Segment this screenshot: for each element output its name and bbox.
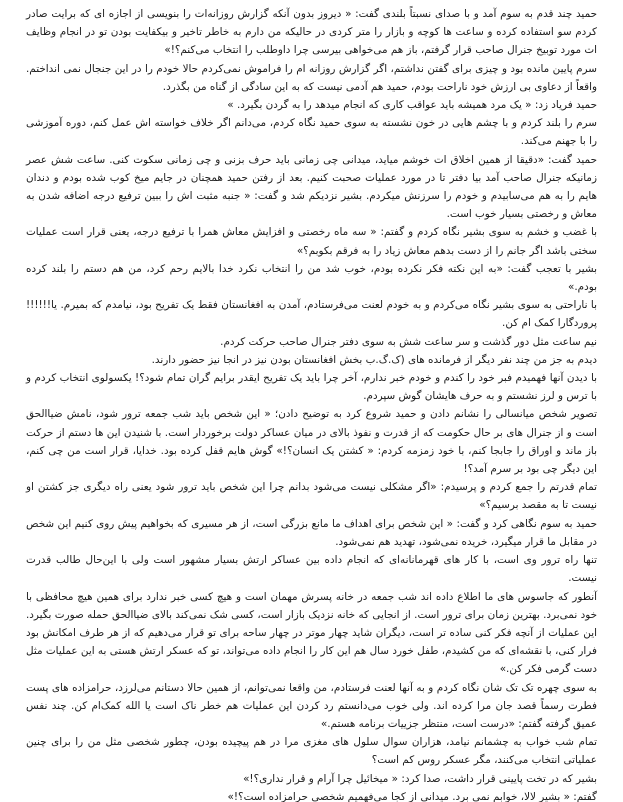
paragraph: بشیر با تعجب گفت: «به این نکته فکر نکرده بودم، خوب شد من را انتخاب نکرد خدا بالایم رحم کرد، من هم دستم را بلند کرده بودم.» (26, 262, 597, 294)
paragraph: تنها راه ترور وی است، با کار های قهرمانانه‌ای که انجام داده بین عساکر ارتش بسیار مشهور است ولی با این‌حال طالب قدرت نیست. (26, 554, 597, 585)
paragraph: حمید فریاد زد: « یک مرد همیشه باید عواقب کاری که انجام میدهد را به گردن بگیرد. » (227, 99, 597, 112)
paragraph: سرم پایین مانده بود و چیزی برای گفتن نداشتم، اگر گزارش روزانه ام را فراموش نمی‌کردم حالا خودم را در این جنجال نمی انداختم. واقعاً از دعاوی بی ارزش خود ناراحت بودم، حمید هم آدمی نیست که به این سادگی از گناه من بگذرد. (26, 62, 597, 93)
paragraph: سرم را بلند کردم و با چشم هایی در خون نشسته به سوی حمید نگاه کردم، می‌دانم اگر خلاف خواسته اش عمل کنم، دوره آموزشی را با جهنم می‌کند. (26, 117, 597, 148)
paragraph: به سوی چهره تک تک شان نگاه کردم و به آنها لعنت فرستادم، من واقعا نمی‌توانم، از همین حالا دستانم می‌لرزد، حرامزاده های پست فطرت رسماً قصد جان مرا کرده اند. ولی خوب می‌دانستم رد کردن این عملیات هم خطر ناک است یا الله کمک‌ام کن. چند نفس عمیق گرفته گفتم: «درست است، منتظر جزییات برنامه هستم.» (26, 681, 597, 730)
paragraph: گفتم: « بشیر لالا، خوابم نمی برد. میدانی از کجا می‌فهمیم شخصی حرامزاده است؟!» (227, 790, 597, 802)
paragraph: دیدم به جز من چند نفر دیگر از فرمانده های (ک.گ.ب بخش افغانستان بودن نیز در انجا نیز حضور دارند. (151, 353, 597, 366)
paragraph: آنطور که جاسوس های ما اطلاع داده اند شب جمعه در خانه پسرش مهمان است و هیچ کسی خبر ندارد برای همین هیچ محافظی با خود نمی‌برد. بهترین زمان برای ترور است. از انجایی که خانه نزدیک بازار است، کسی شک نمی‌کند بالای ضیاالحق حمله صورت بگیرد. این عملیات از آنچه فکر کنی ساده تر است، دیگران شاید چهار موتر در چهار ساحه برای تو قرار می‌دهیم که از هر طرف امکانش بود فرار کنی، با نقشه‌ای که من کشیدم، طفل خورد سال هم این کار را انجام داده می‌تواند، تو که عسکر ارتش هستی به این عملیات مثل دست گرمی فکر کن.» (26, 590, 597, 676)
paragraph: با دیدن آنها فهمیدم فبر خود را کندم و خودم خبر ندارم، آخر چرا باید یک تفریح ایقدر برایم گران تمام شود؟! یکسولوی انتخاب کردم و با ترس و لرز نشستم و به حرف هایشان گوش سپردم. (26, 372, 597, 403)
paragraph: تمام قدرتم را جمع کردم و پرسیدم: «اگر مشکلی نیست می‌شود بدانم چرا این شخص باید ترور شود یعنی راه دیگری جز کشتن او نیست تا به مقصد برسیم؟» (26, 481, 597, 512)
paragraph: تمام شب خواب به چشمانم نیامد، هزاران سوال سلول های مغزی مرا در هم پیچیده بودن، چطور شخصی مثل من را برای چنین عملیاتی انتخاب می‌کنند، مگر عسکر روس کم است؟ (26, 736, 597, 767)
paragraph: تصویر شخص میانسالی را نشانم دادن و حمید شروع کرد به توضیح دادن؛ « این شخص باید شب جمعه ترور شود، نامش ضیاالحق است و از جنرال های بر حال حکومت که از قدرت و نفوذ بالای در میان عساکر دولت برخوردار است. با شنیدن این ها دستم از حرکت باز ماند و اوراق را جابجا کنم، با خود زمزمه کردم: « کشتن یک انسان؟!» گوش هایم قفل کرده بود. خدایا، قرار است من چی کنم، این دیگر چی بود بر سرم آمد؟! (26, 408, 597, 476)
paragraph: نیم ساعت مثل دور گذشت و سر ساعت شش به سوی دفتر جنرال صاحب حرکت کردم. (220, 335, 597, 348)
paragraph: بشیر که در تخت پایینی قرار داشت، صدا کرد: « میخائیل چرا آرام و قرار نداری؟!» (243, 772, 597, 785)
paragraph: با ناراحتی به سوی بشیر نگاه می‌کردم و به خودم لعنت می‌فرستادم، آمدن به افغانستان فقط یک تفریح بود، نیامدم که بمیرم. یا!!!!!! پروردگارا کمک ام کن. (26, 299, 597, 330)
paragraph: حمید به سوم نگاهی کرد و گفت: « این شخص برای اهداف ما مانع بزرگی است، از هر مسیری که بخواهیم پیش روی کنیم این شخص در مقابل ما قرار میگیرد، خریده نمی‌شود، تهدید هم نمی‌شود. (26, 517, 597, 548)
paragraph: با غضب و خشم به سوی بشیر نگاه کردم و گفتم: « سه ماه رخصتی و افزایش معاش همرا با ترفیع درجه، یعنی قرار است عملیات سختی باشد اگر جانم را از دست بدهم معاش زیاد را به فرقم بکوبم؟» (26, 226, 597, 257)
paragraph: حمید گفت: «دقیقا از همین اخلاق ات خوشم میاید، میدانی چی زمانی باید حرف بزنی و چی زمانی سکوت کنی. ساعت شش عصر زمانیکه جنرال صاحب آمد بیا دفتر تا در مورد عملیات صحبت کنیم. بعد از رفتن حمید همچنان در جایم میخ کوب شده بودم و دندان هایم را به هم می‌سابیدم و خودم را سرزنش میکردم. بشیر نزدیکم شد و گفت: « جنبه مثبت اش را ببین ترفیع درجه اضافه شدن به معاش و رخصتی بسیار خوب است. (26, 153, 597, 221)
paragraph: حمید چند قدم به سوم آمد و با صدای نسبتاً بلندی گفت: « دیروز بدون آنکه گزارش روزانه‌ات را بنویسی از اجازه ای که برایت صادر کردم سو استفاده کرده و ساعت ها کوچه و بازار را متر کردی در حالیکه من دارم به خاطر تاخیر و بیکفایت بودن تو در انجام وظایف ات مورد توبیخ جنرال صاحب قرار گرفتم، باز هم می‌خواهی بیرسی چرا داوطلب را انتخاب می‌کنم؟!» (26, 8, 597, 57)
